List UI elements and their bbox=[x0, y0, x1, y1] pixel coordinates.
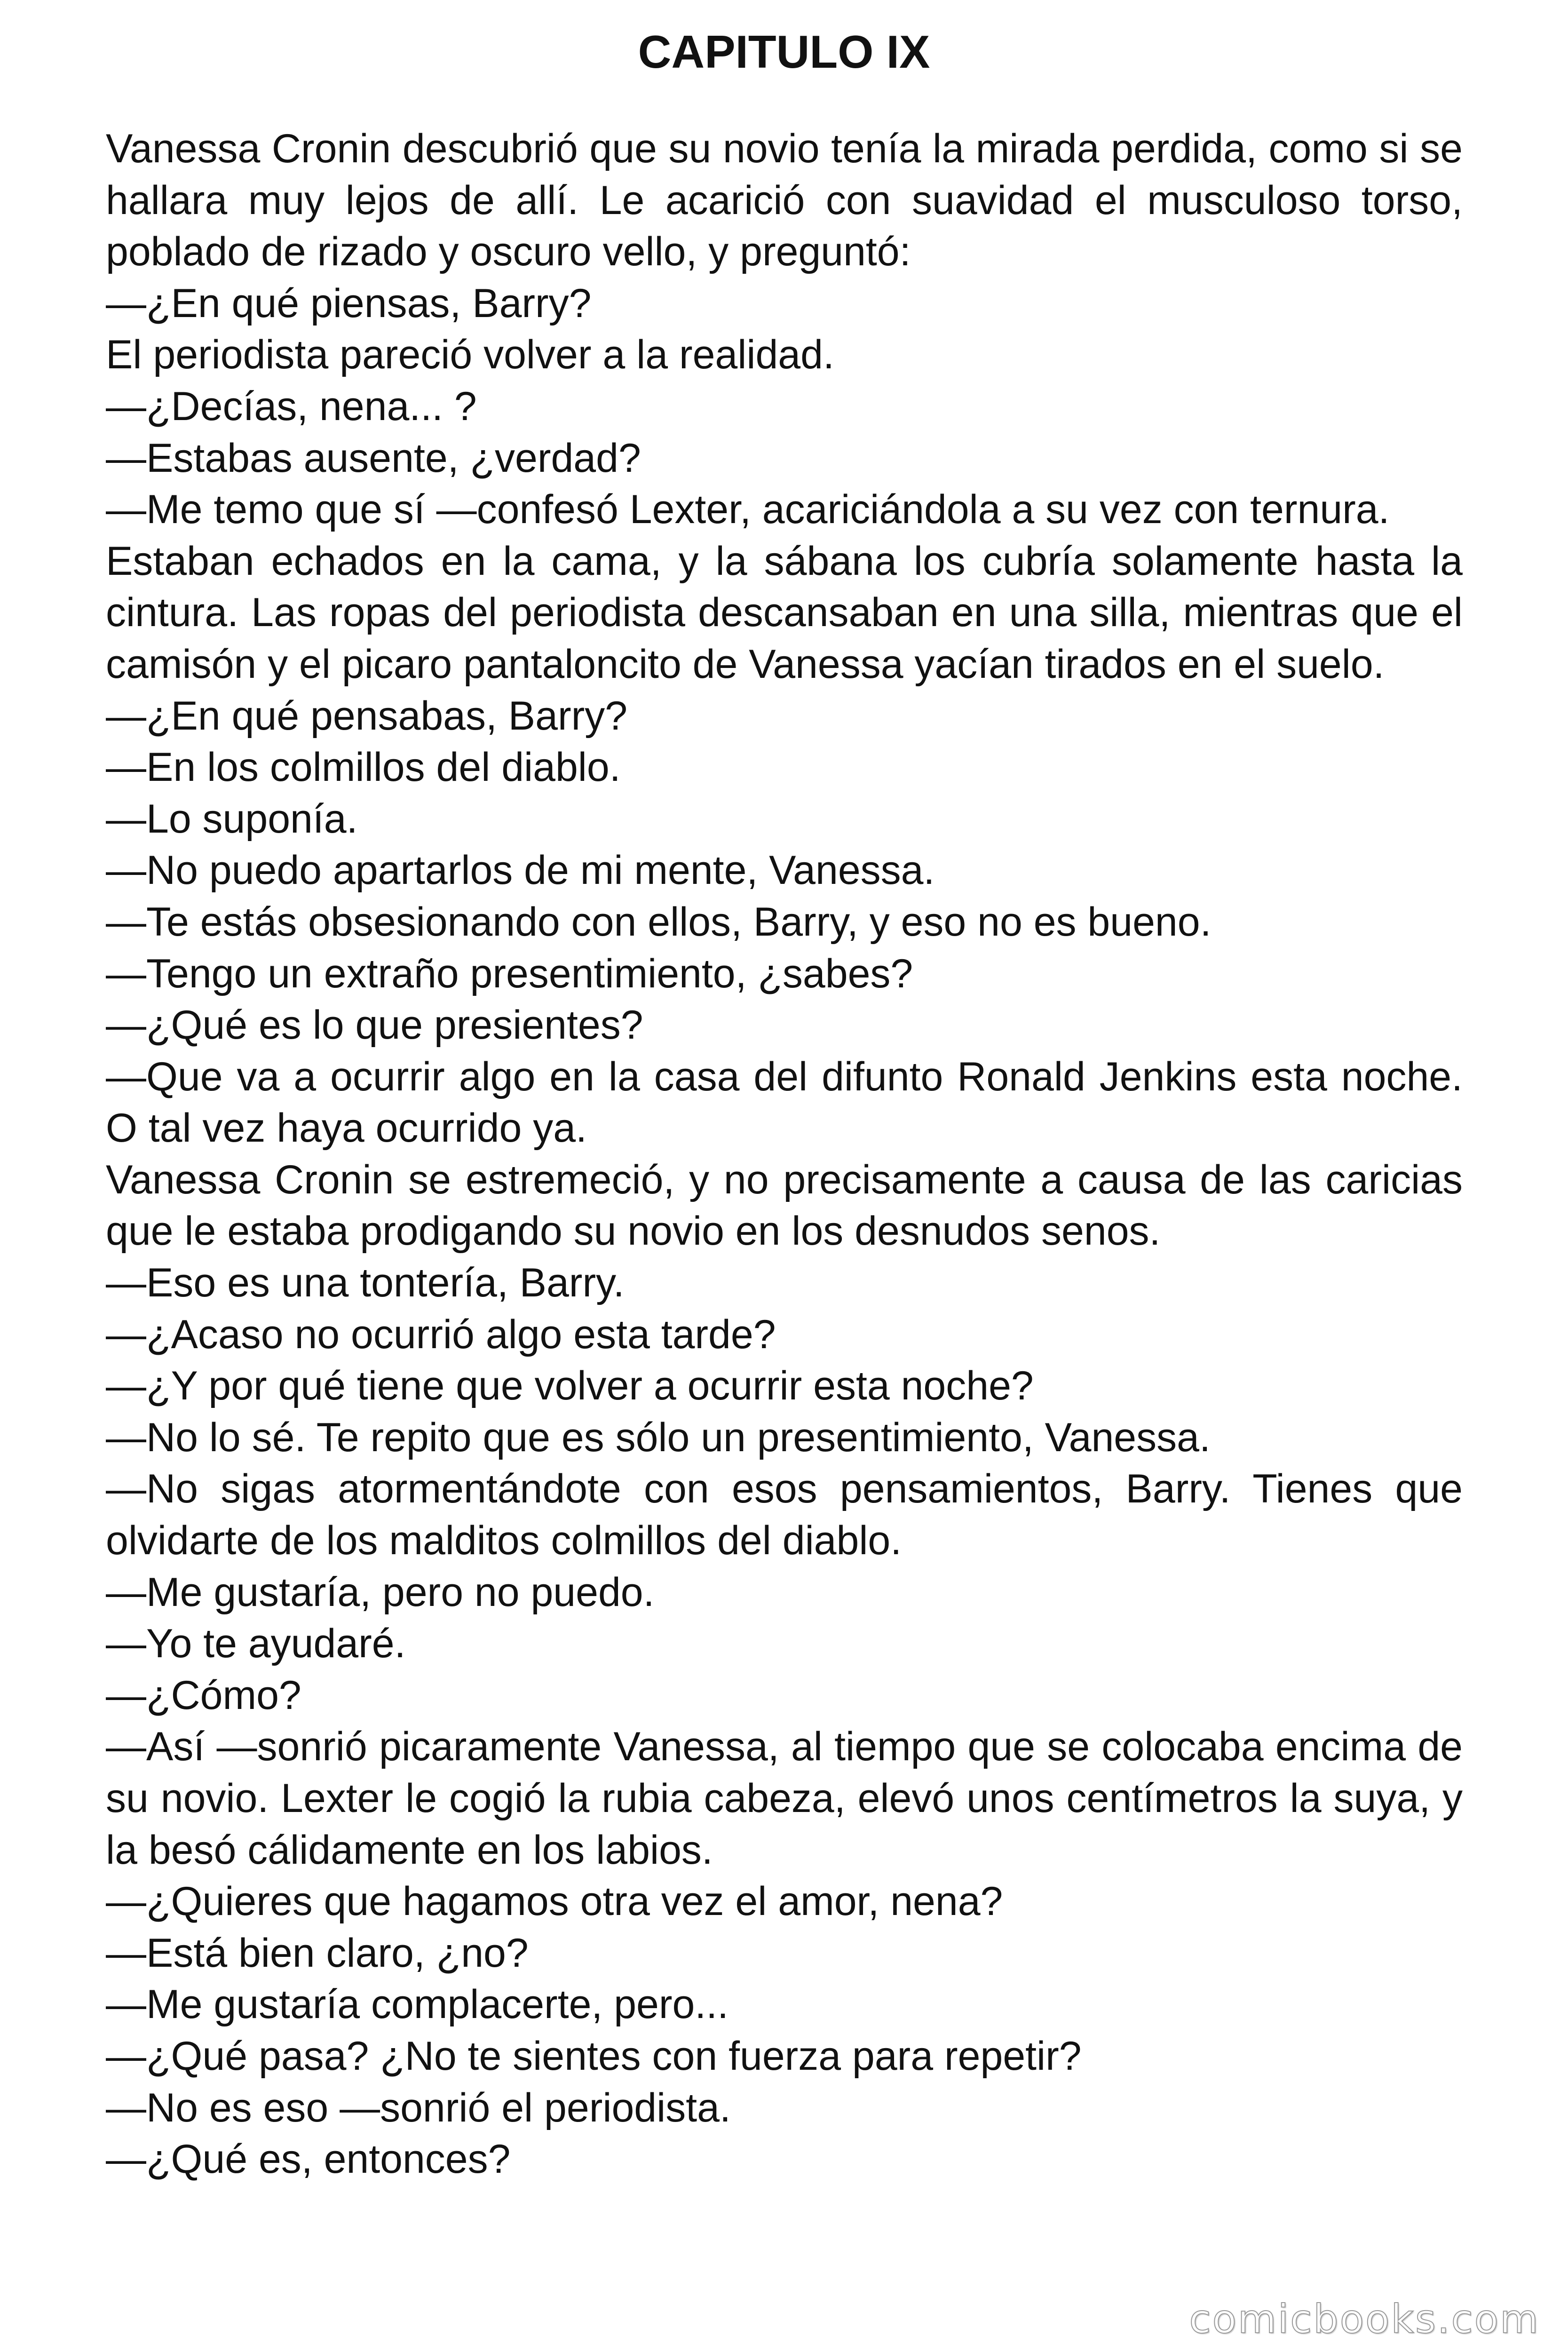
paragraph: El periodista pareció volver a la realidad. bbox=[106, 332, 834, 378]
paragraph: —Te estás obsesionando con ellos, Barry, y eso no es bueno. bbox=[106, 899, 1212, 945]
paragraph: —Me temo que sí —confesó Lexter, acariciándola a su vez con ternura. bbox=[106, 487, 1390, 532]
paragraph: —Está bien claro, ¿no? bbox=[106, 1930, 529, 1976]
paragraph: —¿Acaso no ocurrió algo esta tarde? bbox=[106, 1311, 776, 1357]
paragraph: —¿En qué pensabas, Barry? bbox=[106, 693, 628, 739]
paragraph: —No sigas atormentándote con esos pensamientos, Barry. Tienes que olvidarte de los malditos colmillos del diablo. bbox=[106, 1466, 1463, 1564]
paragraph: —Eso es una tontería, Barry. bbox=[106, 1260, 625, 1306]
body-text bbox=[106, 123, 1463, 2185]
paragraph: —¿Qué pasa? ¿No te sientes con fuerza para repetir? bbox=[106, 2033, 1082, 2079]
chapter-title: CAPITULO IX bbox=[638, 26, 930, 78]
paragraph: —No es eso —sonrió el periodista. bbox=[106, 2085, 731, 2130]
paragraph: —¿Decías, nena... ? bbox=[106, 383, 477, 429]
paragraph: —Que va a ocurrir algo en la casa del difunto Ronald Jenkins esta noche. O tal vez haya ocurrido ya. bbox=[106, 1054, 1463, 1151]
paragraph: —¿En qué piensas, Barry? bbox=[106, 280, 592, 326]
paragraph: Vanessa Cronin se estremeció, y no precisamente a causa de las caricias que le estaba prodigando su novio en los desnudos senos. bbox=[106, 1157, 1463, 1254]
paragraph: —No lo sé. Te repito que es sólo un presentimiento, Vanessa. bbox=[106, 1414, 1211, 1460]
paragraph: —Así —sonrió picaramente Vanessa, al tiempo que se colocaba encima de su novio. Lexter le cogió la rubia cabeza, elevó unos centímetros la suya, y la besó cálidamente en los labios. bbox=[106, 1724, 1463, 1873]
paragraph: —¿Qué es lo que presientes? bbox=[106, 1002, 643, 1048]
paragraph: —No puedo apartarlos de mi mente, Vanessa. bbox=[106, 848, 935, 893]
paragraph: —Estabas ausente, ¿verdad? bbox=[106, 435, 641, 481]
paragraph: —¿Quieres que hagamos otra vez el amor, nena? bbox=[106, 1879, 1003, 1924]
paragraph: —En los colmillos del diablo. bbox=[106, 745, 621, 790]
paragraph: —¿Y por qué tiene que volver a ocurrir esta noche? bbox=[106, 1363, 1034, 1409]
paragraph: Estaban echados en la cama, y la sábana los cubría solamente hasta la cintura. Las ropas del periodista descansaban en una silla, mientras que el camisón y el picaro pantaloncito de Vanessa yacían tirados en el suelo. bbox=[106, 538, 1463, 687]
paragraph: —Tengo un extraño presentimiento, ¿sabes? bbox=[106, 951, 913, 996]
paragraph: —Lo suponía. bbox=[106, 796, 358, 842]
paragraph: —Me gustaría, pero no puedo. bbox=[106, 1569, 655, 1615]
paragraph: —¿Qué es, entonces? bbox=[106, 2137, 511, 2182]
watermark: comicbooks.com bbox=[1189, 2296, 1540, 2342]
paragraph: —Me gustaría complacerte, pero... bbox=[106, 1982, 729, 2027]
paragraph: Vanessa Cronin descubrió que su novio tenía la mirada perdida, como si se hallara muy lejos de allí. Le acarició con suavidad el musculoso torso, poblado de rizado y oscuro vello, y preguntó: bbox=[106, 126, 1463, 275]
paragraph: —Yo te ayudaré. bbox=[106, 1621, 406, 1667]
paragraph: —¿Cómo? bbox=[106, 1672, 301, 1718]
